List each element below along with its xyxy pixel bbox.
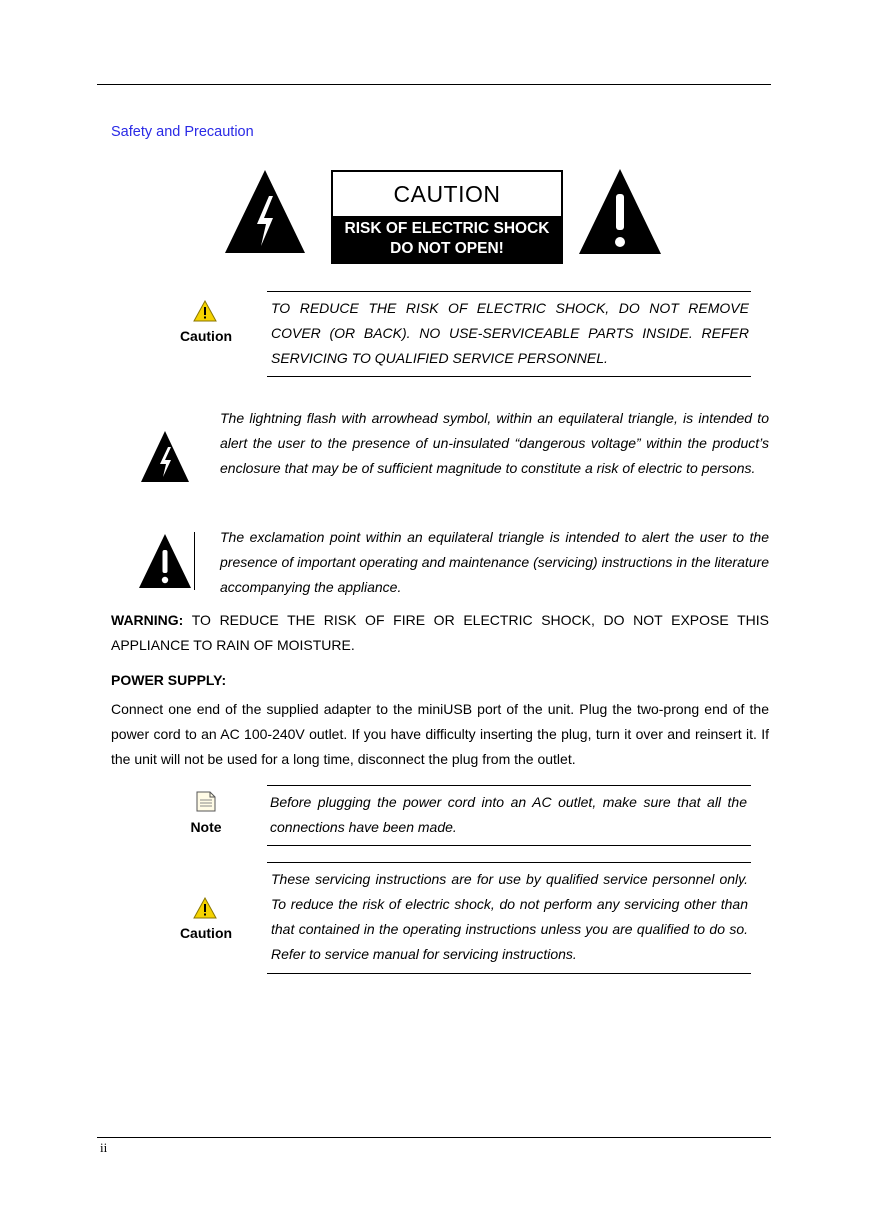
caution-box-2-bottom-rule — [267, 973, 751, 974]
caution-sign — [331, 170, 563, 264]
page-number: ii — [100, 1140, 108, 1155]
note-box-bottom-rule — [267, 845, 751, 846]
note-box-top-rule — [267, 785, 751, 786]
warning-label: WARNING: — [111, 612, 184, 628]
caution-box-2-text: These servicing instructions are for use by qualified service personnel only. To reduce the risk of electric shock, do not perform any servicing other than that contained in the operating instructions unless you are qualified to do so. Refer to service manual for servicing instructions. — [271, 871, 748, 962]
warning-paragraph — [111, 608, 769, 658]
note-box-text: Before plugging the power cord into an AC outlet, make sure that all the connections have been made. — [270, 794, 747, 835]
power-supply-text: Connect one end of the supplied adapter to the miniUSB port of the unit. Plug the two-prong end of the power cord to an AC 100-240V outlet. If you have difficulty inserting the plug, turn it over and reinsert it. If the unit will not be used for a long time, disconnect the plug from the outlet. — [111, 701, 769, 767]
lightning-explanation: The lightning flash with arrowhead symbol, within an equilateral triangle, is intended to alert the user to the presence of un-insulated “dangerous voltage” within the product’s enclosure that may be of sufficient magnitude to constitute a risk of electric to persons. — [220, 410, 769, 476]
note-box-label: Note — [190, 819, 222, 835]
caution-sign-line1: RISK OF ELECTRIC SHOCK — [344, 220, 550, 237]
exclamation-explanation: The exclamation point within an equilateral triangle is intended to alert the user to the presence of important operating and maintenance (servicing) instructions in the literature accompanying the appliance. — [220, 529, 769, 595]
exclamation-divider — [194, 532, 195, 590]
caution-small-icon-2 — [193, 897, 217, 919]
note-icon — [196, 791, 216, 812]
caution-box-2-label: Caution — [179, 925, 233, 941]
exclamation-small-icon — [138, 533, 192, 589]
lightning-warning-icon — [223, 168, 307, 255]
caution-small-icon — [193, 300, 217, 322]
header-rule — [97, 84, 771, 85]
footer-rule — [97, 1137, 771, 1138]
power-supply-heading: POWER SUPPLY: — [111, 672, 227, 688]
caution-box-1-top-rule — [267, 291, 751, 292]
exclamation-warning-icon — [578, 168, 662, 256]
caution-sign-line2: DO NOT OPEN! — [390, 240, 504, 257]
section-title: Safety and Precaution — [111, 124, 254, 140]
lightning-small-icon — [140, 430, 190, 483]
caution-box-1-text: TO REDUCE THE RISK OF ELECTRIC SHOCK, DO NOT REMOVE COVER (OR BACK). NO USE-SERVICEABLE PARTS INSIDE. REFER SERVICING TO QUALIFIED SERVICE PERSONNEL. — [271, 300, 749, 366]
caution-box-1-bottom-rule — [267, 376, 751, 377]
caution-box-2-top-rule — [267, 862, 751, 863]
caution-box-1-label: Caution — [179, 328, 233, 344]
caution-sign-body — [331, 216, 563, 264]
caution-sign-title: CAUTION — [331, 170, 563, 218]
warning-text: TO REDUCE THE RISK OF FIRE OR ELECTRIC SHOCK, DO NOT EXPOSE THIS APPLIANCE TO RAIN OF MOISTURE. — [111, 612, 769, 653]
